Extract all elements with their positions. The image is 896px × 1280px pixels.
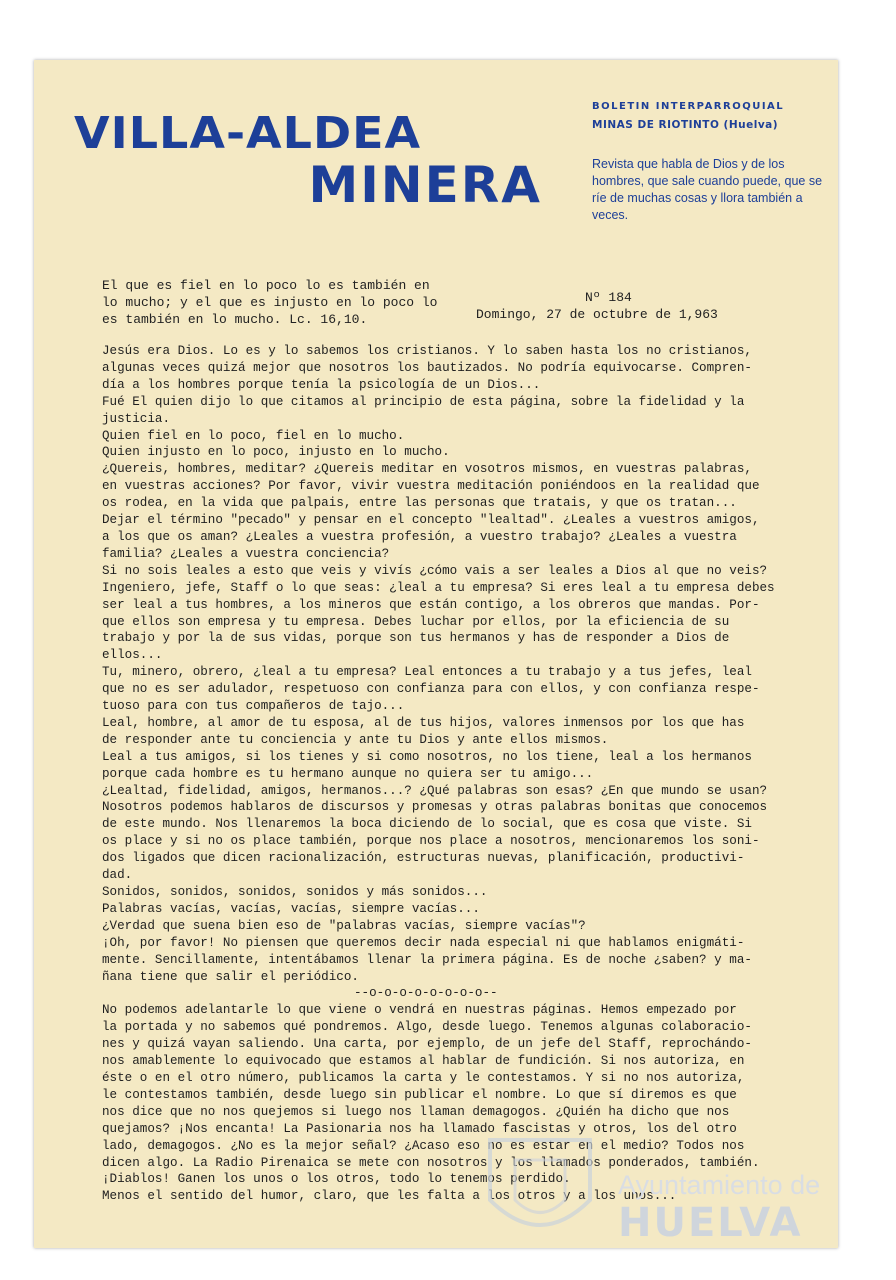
text-line: Dejar el término "pecado" y pensar en el concepto "lealtad". ¿Leales a vuestros amigos, — [102, 513, 760, 528]
text-line: la portada y no sabemos qué pondremos. Algo, desde luego. Tenemos algunas colaboracio- — [102, 1020, 752, 1035]
text-line: que ellos son empresa y tu empresa. Debes luchar por ellos, por la eficiencia de su — [102, 614, 730, 629]
epigraph — [102, 277, 462, 328]
masthead-title — [74, 107, 544, 214]
masthead-line-1: VILLA-ALDEA — [74, 107, 422, 159]
text-line: Quien injusto en lo poco, injusto en lo mucho. — [102, 445, 450, 460]
text-line: ellos... — [102, 648, 163, 663]
text-line: ¿Lealtad, fidelidad, amigos, hermanos...? ¿Qué palabras son esas? ¿En que mundo se usan? — [102, 783, 768, 798]
text-line: ñana tiene que salir el periódico. — [102, 969, 359, 984]
text-line: que no es ser adulador, respetuoso con confianza para con ellos, y con confianza respe- — [102, 682, 760, 697]
separator: --o-o-o-o-o-o-o-o-- — [354, 986, 498, 1001]
issue-number: Nº 184 — [585, 290, 632, 305]
watermark-line-2: HUELVA — [618, 1200, 803, 1246]
text-line: Tu, minero, obrero, ¿leal a tu empresa? Leal entonces a tu trabajo y a tus jefes, leal — [102, 665, 752, 680]
text-line: Palabras vacías, vacías, vacías, siempre vacías... — [102, 901, 480, 916]
text-line: ¡Oh, por favor! No piensen que queremos decir nada especial ni que hablamos enigmáti- — [102, 935, 745, 950]
text-line: justicia. — [102, 411, 171, 426]
issue-date: Domingo, 27 de octubre de 1,963 — [476, 307, 718, 322]
text-line: Menos el sentido del humor, claro, que les falta a los otros y a los unos... — [102, 1189, 677, 1204]
epigraph-line: El que es fiel en lo poco lo es también en — [102, 278, 430, 293]
masthead-line-2: MINERA — [308, 156, 542, 214]
text-line: Quien fiel en lo poco, fiel en lo mucho. — [102, 428, 405, 443]
epigraph-line: lo mucho; y el que es injusto en lo poco lo — [102, 295, 438, 310]
text-line: de este mundo. Nos llenaremos la boca diciendo de lo social, que es cosa que viste. Si — [102, 817, 752, 832]
text-line: Jesús era Dios. Lo es y lo sabemos los cristianos. Y lo saben hasta los no cristianos, — [102, 344, 752, 358]
text-line: os rodea, en la vida que palpais, entre las personas que tratais, y que os tratan... — [102, 496, 737, 511]
text-line: nos amablemente lo equivocado que estamos al hablar de fundición. Si nos autoriza, en — [102, 1054, 745, 1069]
text-line: dos ligados que dicen racionalización, estructuras nuevas, planificación, productivi- — [102, 851, 745, 866]
text-line: de responder ante tu conciencia y ante tu Dios y ante ellos mismos. — [102, 732, 609, 747]
text-line: dad. — [102, 868, 133, 883]
text-line: ¿Verdad que suena bien eso de "palabras vacías, siempre vacías"? — [102, 918, 586, 933]
document-page — [34, 60, 838, 1248]
text-line: Si no sois leales a esto que veis y vivís ¿cómo vais a ser leales a Dios al que no veis? — [102, 563, 768, 578]
article-part-1 — [102, 343, 822, 985]
text-line: lado, demagogos. ¿No es la mejor señal? ¿Acaso eso no es estar en el medio? Todos nos — [102, 1138, 745, 1153]
revista-description: Revista que habla de Dios y de los hombres, que sale cuando puede, que se ríe de muchas cosas y llora también a veces. — [592, 157, 823, 222]
text-line: Fué El quien dijo lo que citamos al principio de esta página, sobre la fidelidad y la — [102, 394, 745, 409]
text-line: quejamos? ¡Nos encanta! La Pasionaria nos ha llamado fascistas y otros, los del otro — [102, 1121, 737, 1136]
text-line: algunas veces quizá mejor que nosotros los bautizados. No podría equivocarse. Compren- — [102, 360, 752, 375]
boletin-title: BOLETIN INTERPARROQUIAL — [592, 101, 785, 112]
watermark-line-1: Ayuntamiento de — [618, 1170, 821, 1200]
text-line: Leal a tus amigos, si los tienes y si como nosotros, no los tiene, leal a los hermanos — [102, 749, 752, 764]
boletin-place: MINAS DE RIOTINTO (Huelva) — [592, 119, 779, 131]
epigraph-line: es también en lo mucho. Lc. 16,10. — [102, 312, 368, 327]
text-line: ser leal a tus hombres, a los mineros que están contigo, a los obreros que mandas. Por- — [102, 597, 760, 612]
text-line: dicen algo. La Radio Pirenaica se mete con nosotros y los llamados ponderados, también. — [102, 1155, 760, 1170]
text-line: en vuestras acciones? Por favor, vivir vuestra meditación poniéndoos en la realidad que — [102, 479, 760, 494]
text-line: Leal, hombre, al amor de tu esposa, al de tus hijos, valores inmensos por los que has — [102, 715, 745, 730]
text-line: Ingeniero, jefe, Staff o lo que seas: ¿leal a tu empresa? Si eres leal a tu empresa debes — [102, 580, 775, 595]
text-line: nes y quizá vayan saliendo. Una carta, por ejemplo, de un jefe del Staff, reprochándo- — [102, 1037, 752, 1052]
text-line: Nosotros podemos hablaros de discursos y promesas y otras palabras bonitas que conocemos — [102, 800, 768, 815]
text-line: porque cada hombre es tu hermano aunque no quiera ser tu amigo... — [102, 766, 594, 781]
text-line: mente. Sencillamente, intentábamos llenar la primera página. Es de noche ¿saben? y ma- — [102, 952, 752, 967]
text-line: trabajo y por la de sus vidas, porque son tus hermanos y has de responder a Dios de — [102, 631, 730, 646]
text-line: os place y si no os place también, porque nos place a nosotros, mencionaremos los soni- — [102, 834, 760, 849]
text-line: No podemos adelantarle lo que viene o vendrá en nuestras páginas. Hemos empezado por — [102, 1003, 737, 1018]
text-line: tuoso para con tus compañeros de tajo... — [102, 699, 405, 714]
boletin-header — [592, 98, 832, 134]
text-line: ¡Diablos! Ganen los unos o los otros, todo lo tenemos perdido. — [102, 1172, 571, 1187]
text-line: a los que os aman? ¿Leales a vuestra profesión, a vuestro trabajo? ¿Leales a vuestra — [102, 529, 737, 544]
text-line: nos dice que no nos quejemos si luego nos llaman demagogos. ¿Quién ha dicho que nos — [102, 1104, 730, 1119]
article-body — [102, 343, 822, 1205]
text-line: familia? ¿Leales a vuestra conciencia? — [102, 546, 390, 561]
text-line: le contestamos también, desde luego sin publicar el nombre. Lo que sí diremos es que — [102, 1087, 737, 1102]
text-line: ¿Quereis, hombres, meditar? ¿Quereis meditar en vosotros mismos, en vuestras palabras, — [102, 462, 752, 477]
text-line: éste o en el otro número, publicamos la carta y le contestamos. Y si no nos autoriza, — [102, 1070, 745, 1085]
text-line: Sonidos, sonidos, sonidos, sonidos y más sonidos... — [102, 885, 488, 899]
text-line: día a los hombres porque tenía la psicología de un Dios... — [102, 377, 541, 392]
